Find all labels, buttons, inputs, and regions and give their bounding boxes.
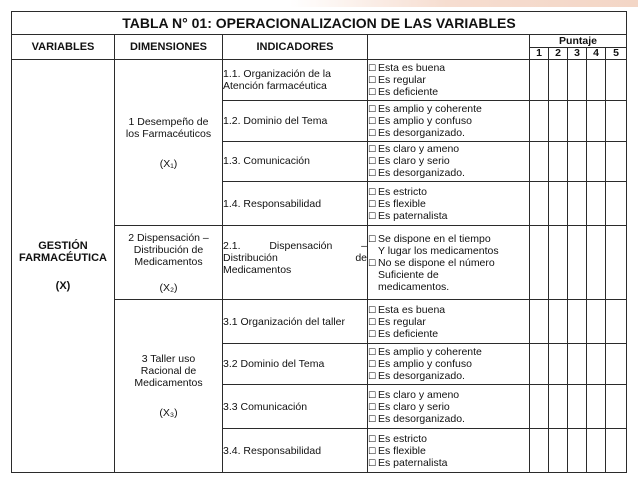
- option-label: Esta es buena: [378, 61, 446, 74]
- score-cell-3[interactable]: [568, 141, 587, 182]
- indicator-cell: [223, 60, 368, 101]
- score-cell-4[interactable]: [587, 344, 606, 385]
- indicator-word: Distribución: [223, 252, 278, 265]
- indicator-line: [223, 252, 367, 264]
- score-cell-4[interactable]: [587, 141, 606, 182]
- variable-cell: [12, 60, 115, 473]
- option-label: Es deficiente: [378, 85, 439, 98]
- option-label: Es desorganizado.: [378, 126, 465, 139]
- option-item: [368, 186, 529, 198]
- indicator-word: de: [355, 252, 367, 265]
- dimension-code: (X₁): [159, 157, 178, 170]
- checkbox-icon[interactable]: ☐: [368, 401, 377, 412]
- option-item: [368, 74, 529, 86]
- header-score-2: 2: [549, 48, 568, 60]
- score-cell-5[interactable]: [606, 100, 627, 141]
- option-label: No se dispone el número: [378, 256, 495, 269]
- option-item: [368, 103, 529, 115]
- score-cell-1[interactable]: [530, 100, 549, 141]
- indicator-word: –: [361, 240, 367, 253]
- options-cell: [368, 100, 530, 141]
- checkbox-icon[interactable]: ☐: [368, 103, 377, 114]
- option-label: Es paternalista: [378, 456, 448, 469]
- header-indicadores: INDICADORES: [223, 35, 368, 60]
- dimension-text: 1 Desempeño de: [128, 115, 209, 128]
- checkbox-icon[interactable]: ☐: [368, 257, 377, 268]
- option-label: Es claro y ameno: [378, 388, 460, 401]
- option-item: [368, 86, 529, 98]
- table-title: TABLA N° 01: OPERACIONALIZACION DE LAS VARIABLES: [12, 12, 627, 35]
- options-cell: [368, 385, 530, 429]
- option-label: Es estricto: [378, 185, 428, 198]
- option-label: Suficiente de: [378, 268, 439, 281]
- option-label: Es claro y serio: [378, 400, 450, 413]
- variable-name-line2: FARMACÉUTICA: [19, 252, 107, 264]
- option-label: Es amplio y confuso: [378, 358, 472, 371]
- dimension-code: (X₃): [159, 407, 178, 420]
- indicator-word: Dispensación: [269, 240, 333, 253]
- options-cell: [368, 60, 530, 101]
- score-cell-3[interactable]: [568, 182, 587, 226]
- option-label: Es claro y ameno: [378, 143, 460, 156]
- score-cell-2[interactable]: [549, 429, 568, 473]
- indicator-text: 3.2 Dominio del Tema: [223, 358, 325, 371]
- checkbox-icon[interactable]: ☐: [368, 328, 377, 339]
- options-cell: [368, 429, 530, 473]
- table-row: [12, 60, 627, 101]
- checkbox-icon[interactable]: ☐: [368, 457, 377, 468]
- score-cell-4[interactable]: [587, 300, 606, 344]
- indicator-line: [223, 240, 367, 252]
- indicator-text: 1.2. Dominio del Tema: [223, 114, 328, 127]
- dimension-text: Racional de: [140, 365, 197, 378]
- header-variables: VARIABLES: [12, 35, 115, 60]
- score-cell-1[interactable]: [530, 429, 549, 473]
- checkbox-icon[interactable]: ☐: [368, 115, 377, 126]
- score-cell-4[interactable]: [587, 60, 606, 101]
- option-label: Es deficiente: [378, 327, 439, 340]
- score-cell-2[interactable]: [549, 141, 568, 182]
- indicator-word: 2.1.: [223, 240, 241, 253]
- score-cell-4[interactable]: [587, 100, 606, 141]
- score-cell-1[interactable]: [530, 141, 549, 182]
- score-cell-1[interactable]: [530, 226, 549, 300]
- score-cell-5[interactable]: [606, 429, 627, 473]
- option-item: [368, 316, 529, 328]
- score-cell-5[interactable]: [606, 141, 627, 182]
- indicator-text: Atención farmacéutica: [223, 79, 327, 92]
- indicator-text: 1.4. Responsabilidad: [223, 197, 322, 210]
- options-cell: [368, 141, 530, 182]
- header-score-4: 4: [587, 48, 606, 60]
- dimension-text: los Farmacéuticos: [125, 127, 212, 140]
- indicator-cell: [223, 182, 368, 226]
- dimension-code: (X₂): [159, 281, 178, 294]
- header-dimensiones: DIMENSIONES: [115, 35, 223, 60]
- dimension-text: 2 Dispensación –: [128, 231, 209, 244]
- header-score-1: 1: [530, 48, 549, 60]
- checkbox-icon[interactable]: ☐: [368, 210, 377, 221]
- score-cell-1[interactable]: [530, 385, 549, 429]
- checkbox-icon[interactable]: ☐: [368, 371, 377, 382]
- score-cell-4[interactable]: [587, 226, 606, 300]
- checkbox-icon[interactable]: ☐: [368, 74, 377, 85]
- decorative-header-band: [290, 0, 638, 7]
- dimension-cell-2: [115, 226, 223, 300]
- header-score-5: 5: [606, 48, 627, 60]
- checkbox-icon[interactable]: ☐: [368, 144, 377, 155]
- option-item: [368, 457, 529, 469]
- option-item: [368, 143, 529, 155]
- score-cell-3[interactable]: [568, 429, 587, 473]
- option-label: Es regular: [378, 73, 426, 86]
- dimension-text: 3 Taller uso: [141, 353, 196, 366]
- option-item: [368, 433, 529, 445]
- checkbox-icon[interactable]: ☐: [368, 127, 377, 138]
- score-cell-1[interactable]: [530, 182, 549, 226]
- score-cell-2[interactable]: [549, 300, 568, 344]
- dimension-text: Medicamentos: [134, 377, 203, 390]
- option-item: [368, 62, 529, 74]
- option-label: Es regular: [378, 315, 426, 328]
- options-cell: [368, 226, 530, 300]
- checkbox-icon[interactable]: ☐: [368, 304, 377, 315]
- score-cell-2[interactable]: [549, 182, 568, 226]
- checkbox-icon[interactable]: ☐: [368, 359, 377, 370]
- operationalization-table: [11, 11, 627, 473]
- dimension-text: Medicamentos: [134, 255, 203, 268]
- score-cell-4[interactable]: [587, 429, 606, 473]
- checkbox-icon[interactable]: ☐: [368, 168, 377, 179]
- option-item: [368, 358, 529, 370]
- options-cell: [368, 182, 530, 226]
- indicator-cell: [223, 344, 368, 385]
- score-cell-2[interactable]: [549, 60, 568, 101]
- option-label: Es flexible: [378, 197, 426, 210]
- score-cell-3[interactable]: [568, 300, 587, 344]
- option-label: Es paternalista: [378, 209, 448, 222]
- header-options-blank: [368, 35, 530, 60]
- checkbox-icon[interactable]: ☐: [368, 198, 377, 209]
- score-cell-5[interactable]: [606, 60, 627, 101]
- option-item: [368, 233, 529, 245]
- option-label: Y lugar los medicamentos: [378, 244, 499, 257]
- option-label: Esta es buena: [378, 303, 446, 316]
- indicator-cell: [223, 141, 368, 182]
- score-cell-5[interactable]: [606, 300, 627, 344]
- option-item: [368, 155, 529, 167]
- indicator-cell: [223, 300, 368, 344]
- score-cell-5[interactable]: [606, 344, 627, 385]
- option-item: [368, 127, 529, 139]
- score-cell-5[interactable]: [606, 226, 627, 300]
- option-label: Es flexible: [378, 444, 426, 457]
- option-item: [368, 269, 529, 281]
- score-cell-5[interactable]: [606, 182, 627, 226]
- option-item: [368, 401, 529, 413]
- score-cell-3[interactable]: [568, 100, 587, 141]
- header-score-3: 3: [568, 48, 587, 60]
- option-item: [368, 245, 529, 257]
- variable-code: (X): [55, 280, 71, 292]
- indicator-text: 1.1. Organización de la: [223, 67, 331, 80]
- option-item: [368, 328, 529, 340]
- option-item: [368, 257, 529, 269]
- score-cell-2[interactable]: [549, 100, 568, 141]
- score-cell-4[interactable]: [587, 385, 606, 429]
- option-item: [368, 304, 529, 316]
- option-item: [368, 445, 529, 457]
- option-label: Es amplio y confuso: [378, 114, 472, 127]
- indicator-text: 3.3 Comunicación: [223, 400, 308, 413]
- checkbox-icon[interactable]: ☐: [368, 86, 377, 97]
- checkbox-icon[interactable]: ☐: [368, 186, 377, 197]
- option-label: Es desorganizado.: [378, 370, 465, 383]
- indicator-text: 3.1 Organización del taller: [223, 315, 345, 328]
- option-label: Es desorganizado.: [378, 167, 465, 180]
- indicator-text: 1.3. Comunicación: [223, 155, 310, 168]
- option-label: medicamentos.: [378, 280, 450, 293]
- score-cell-2[interactable]: [549, 344, 568, 385]
- checkbox-icon[interactable]: ☐: [368, 433, 377, 444]
- checkbox-icon[interactable]: ☐: [368, 445, 377, 456]
- score-cell-1[interactable]: [530, 344, 549, 385]
- dimension-text: Distribución de: [133, 243, 204, 256]
- checkbox-icon[interactable]: ☐: [368, 233, 377, 244]
- option-label: Es amplio y coherente: [378, 346, 482, 359]
- option-item: [368, 413, 529, 425]
- header-puntaje: Puntaje: [530, 35, 627, 48]
- option-label: Se dispone en el tiempo: [378, 232, 491, 245]
- indicator-text: 3.4. Responsabilidad: [223, 444, 322, 457]
- indicator-line: [223, 264, 367, 276]
- option-item: [368, 346, 529, 358]
- dimension-cell-1: [115, 60, 223, 226]
- option-item: [368, 210, 529, 222]
- checkbox-icon[interactable]: ☐: [368, 156, 377, 167]
- checkbox-icon[interactable]: ☐: [368, 389, 377, 400]
- checkbox-icon[interactable]: ☐: [368, 413, 377, 424]
- checkbox-icon[interactable]: ☐: [368, 62, 377, 73]
- option-item: [368, 167, 529, 179]
- indicator-cell: [223, 385, 368, 429]
- score-cell-2[interactable]: [549, 385, 568, 429]
- option-label: Es desorganizado.: [378, 412, 465, 425]
- option-item: [368, 370, 529, 382]
- score-cell-5[interactable]: [606, 385, 627, 429]
- indicator-word: Medicamentos: [223, 264, 292, 277]
- option-item: [368, 281, 529, 293]
- variable-name-line1: GESTIÓN: [38, 240, 88, 252]
- score-cell-1[interactable]: [530, 300, 549, 344]
- option-item: [368, 198, 529, 210]
- score-cell-3[interactable]: [568, 385, 587, 429]
- indicator-cell: [223, 429, 368, 473]
- indicator-cell: [223, 226, 368, 300]
- option-item: [368, 389, 529, 401]
- checkbox-icon[interactable]: ☐: [368, 316, 377, 327]
- score-cell-3[interactable]: [568, 226, 587, 300]
- score-cell-4[interactable]: [587, 182, 606, 226]
- checkbox-icon[interactable]: ☐: [368, 347, 377, 358]
- options-cell: [368, 344, 530, 385]
- score-cell-3[interactable]: [568, 344, 587, 385]
- score-cell-2[interactable]: [549, 226, 568, 300]
- score-cell-3[interactable]: [568, 60, 587, 101]
- option-label: Es estricto: [378, 432, 428, 445]
- option-item: [368, 115, 529, 127]
- indicator-cell: [223, 100, 368, 141]
- options-cell: [368, 300, 530, 344]
- option-label: Es amplio y coherente: [378, 102, 482, 115]
- score-cell-1[interactable]: [530, 60, 549, 101]
- option-label: Es claro y serio: [378, 155, 450, 168]
- dimension-cell-3: [115, 300, 223, 473]
